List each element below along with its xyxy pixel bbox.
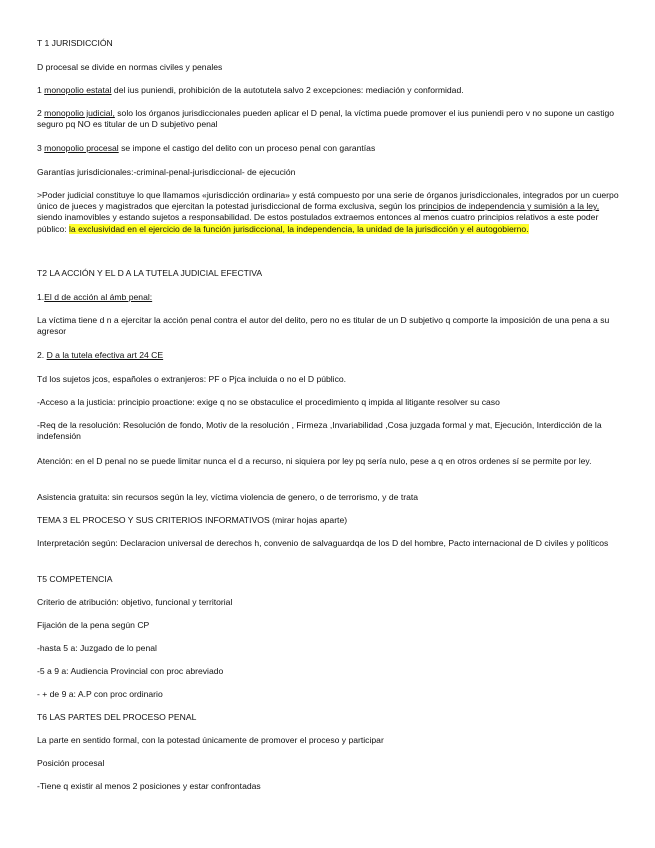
term-monopolio-judicial: monopolio judicial, (44, 108, 115, 118)
t2-heading: T2 LA ACCIÓN Y EL D A LA TUTELA JUDICIAL EFECTIVA (37, 268, 263, 278)
intro-paragraph: D procesal se divide en normas civiles y penales (37, 62, 223, 72)
monopolio-judicial-paragraph (37, 108, 622, 130)
t6-heading: T6 LAS PARTES DEL PROCESO PENAL (37, 712, 197, 722)
acceso-paragraph: -Acceso a la justicia: principio proactione: exige q no se obstaculice el procedimiento q impida al litigante resolver su caso (37, 397, 500, 407)
paragraph-text: se impone el castigo del delito con un proceso penal con garantías (118, 143, 376, 153)
section-2-term: D a la tutela efectiva art 24 CE (46, 350, 164, 360)
asistencia-paragraph: Asistencia gratuita: sin recursos según la ley, víctima violencia de genero, o de terrorismo, y de trata (37, 492, 419, 502)
highlighted-principles: la exclusividad en el ejercicio de la función jurisdiccional, la independencia, la unidad de la jurisdicción y el autogobierno. (69, 223, 529, 234)
list-item-hasta-5: -hasta 5 a: Juzgado de lo penal (37, 643, 157, 653)
list-number: 3 (37, 143, 45, 153)
criterio-paragraph: Criterio de atribución: objetivo, funcional y territorial (37, 597, 233, 607)
paragraph-text: solo los órganos jurisdiccionales pueden aplicar el D penal, la víctima puede promover el ius puniendi pero v no supone un castigo seguro pq NO es titular de un D subjetivo penal (37, 108, 615, 130)
paragraph-text: siendo inamovibles y estando sujetos a responsabilidad. De estos postulados extraemos entonces al menos cuatro principios relativos a este poder público: (37, 212, 599, 234)
principios-underlined: principios de independencia y sumisión a la ley, (418, 201, 600, 212)
t5-heading: T5 COMPETENCIA (37, 574, 113, 584)
posiciones-paragraph: -Tiene q existir al menos 2 posiciones y estar confrontadas (37, 781, 261, 791)
poder-judicial-paragraph (37, 190, 622, 235)
sujetos-paragraph: Td los sujetos jcos, españoles o extranjeros: PF o Pjca incluida o no el D público. (37, 374, 347, 384)
list-number: 2. (37, 350, 47, 360)
list-number: 1. (37, 292, 45, 302)
tema3-heading: TEMA 3 EL PROCESO Y SUS CRITERIOS INFORMATIVOS (mirar hojas aparte) (37, 515, 348, 525)
fijacion-paragraph: Fijación de la pena según CP (37, 620, 150, 630)
garantias-paragraph: Garantías jurisdicionales:-criminal-penal-jurisdiccional- de ejecución (37, 167, 296, 177)
list-item-5-a-9: -5 a 9 a: Audiencia Provincial con proc abreviado (37, 666, 224, 676)
list-item-mas-de-9: - + de 9 a: A.P con proc ordinario (37, 689, 163, 699)
t1-heading: T 1 JURISDICCIÓN (37, 38, 113, 48)
monopolio-estatal-paragraph (37, 85, 622, 96)
monopolio-procesal-paragraph (37, 143, 622, 154)
interpretacion-paragraph: Interpretación según: Declaracion universal de derechos h, convenio de salvaguardqa de los D del hombre, Pacto internacional de D civiles y políticos (37, 538, 609, 548)
parte-paragraph: La parte en sentido formal, con la potestad únicamente de promover el proceso y participar (37, 735, 384, 745)
paragraph-text: del ius puniendi, prohibición de la autotutela salvo 2 excepciones: mediación y conformidad. (111, 85, 464, 95)
section-1-term: El d de acción al ámb penal: (44, 292, 153, 302)
section-2-heading (37, 350, 622, 361)
list-number: 1 (37, 85, 45, 95)
victima-paragraph: La víctima tiene d n a ejercitar la acción penal contra el autor del delito, pero no es titular de un D subjetivo q comporte la imposición de una pena a su agresor (37, 315, 610, 337)
list-number: 2 (37, 108, 45, 118)
term-monopolio-procesal: monopolio procesal (44, 143, 119, 153)
paragraph-text: >Poder judicial constituye lo que llamamos «jurisdicción ordinaria» y está compuesto por una serie de órganos jurisdiccionales, integrados por un cuerpo único de jueces y magistrados que ejercitan la potestad jurisdiccional de forma exclusiva, según los (37, 190, 619, 212)
section-1-heading (37, 292, 622, 303)
term-monopolio-estatal: monopolio estatal (44, 85, 112, 95)
posicion-paragraph: Posición procesal (37, 758, 105, 768)
requisitos-paragraph: -Req de la resolución: Resolución de fondo, Motiv de la resolución , Firmeza ,Invariabilidad ,Cosa juzgada formal y mat, Ejecución, Interdicción de la indefensión (37, 420, 602, 442)
atencion-paragraph: Atención: en el D penal no se puede limitar nunca el d a recurso, ni siquiera por ley pq sería nulo, pese a q en otros ordenes sí se permite por ley. (37, 456, 592, 466)
